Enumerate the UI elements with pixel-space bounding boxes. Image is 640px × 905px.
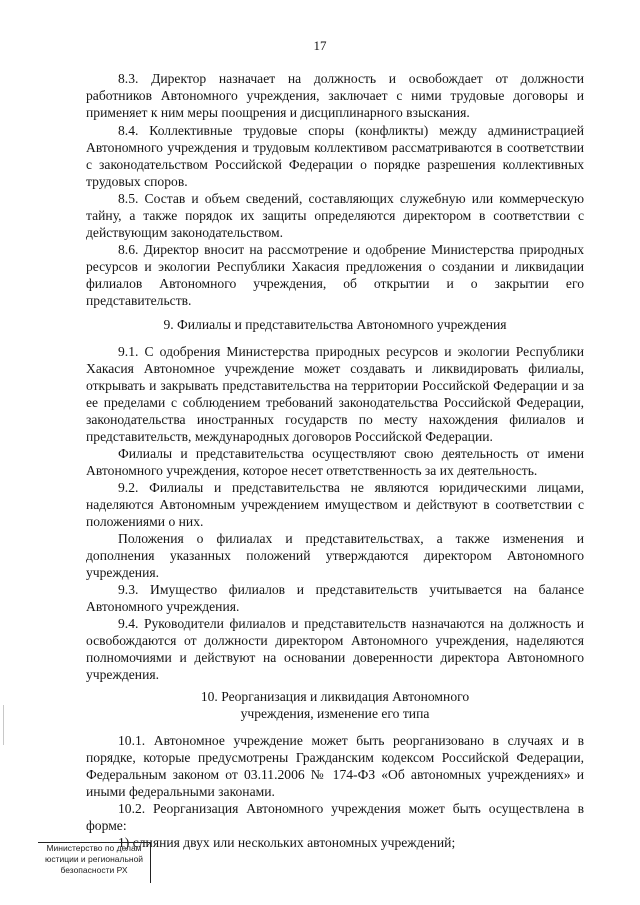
margin-scan-mark: [3, 705, 4, 745]
stamp-line: безопасности РХ: [60, 865, 128, 875]
text-line: полномочиями и действуют на основании доверенности директора Автономного: [86, 650, 584, 665]
text-line: учреждения.: [86, 667, 160, 682]
text-line: учреждения, изменение его типа: [240, 706, 430, 721]
text-line: 9.2. Филиалы и представительства не являются юридическими лицами,: [118, 480, 584, 495]
text-line: с законодательством Российской Федерации о порядке разрешения коллективных: [86, 157, 584, 172]
text-line: работников Автономного учреждения, заключает с ними трудовые договоры и: [86, 88, 584, 103]
text-line: форме:: [86, 818, 127, 833]
text-line: порядке, которые предусмотрены Гражданским кодексом Российской Федерации,: [86, 750, 584, 765]
text-line: 9.4. Руководители филиалов и представительств назначаются на должность и: [118, 616, 584, 631]
text-line: 10.1. Автономное учреждение может быть реорганизовано в случаях и в: [118, 733, 584, 748]
text-line: 10. Реорганизация и ликвидация Автономного: [200, 689, 470, 704]
text-line: применяет к ним меры поощрения и дисциплинарного взыскания.: [86, 105, 470, 120]
text-line: представительств, международных договоров Российской Федерации.: [86, 429, 493, 444]
text-line: филиалов Автономного учреждения, об открытии и о закрытии его: [86, 276, 584, 291]
text-line: 1) слияния двух или нескольких автономных учреждений;: [118, 835, 456, 850]
text-line: 9.3. Имущество филиалов и представительств учитывается на балансе: [118, 582, 584, 597]
text-line: учреждения.: [86, 565, 160, 580]
text-line: ресурсов и экологии Республики Хакасия предложения о создании и ликвидации: [86, 259, 584, 274]
text-line: 9. Филиалы и представительства Автономного учреждения: [163, 317, 507, 332]
text-line: 9.1. С одобрения Министерства природных ресурсов и экологии Республики: [118, 344, 584, 359]
text-line: освобождаются от должности директором Автономного учреждения, наделяются: [86, 633, 584, 648]
text-line: 8.4. Коллективные трудовые споры (конфликты) между администрацией: [118, 123, 584, 138]
text-line: открывать и закрывать представительства на территории Российской Федерации и за: [86, 378, 584, 393]
text-line: представительств.: [86, 293, 192, 308]
text-line: дополнения указанных положений утверждаются директором Автономного: [86, 548, 584, 563]
text-line: положениями о них.: [86, 514, 204, 529]
text-line: Автономного учреждения, которое несет ответственность за их деятельность.: [86, 463, 538, 478]
text-line: Автономного учреждения и трудовым коллективом рассматриваются в соответствии: [86, 140, 584, 155]
text-line: Положения о филиалах и представительствах, а также изменения и: [118, 531, 584, 546]
text-line: действующим законодательством.: [86, 225, 284, 240]
text-line: наделяются Автономным учреждением имуществом и действуют в соответствии с: [86, 497, 584, 512]
text-line: Филиалы и представительства осуществляют свою деятельность от имени: [118, 446, 584, 461]
stamp-line: Министерство по делам: [46, 843, 142, 853]
text-line: законодательства иностранных государств по месту нахождения филиалов и: [86, 412, 584, 427]
text-line: 8.5. Состав и объем сведений, составляющих служебную или коммерческую: [118, 191, 584, 206]
text-line: тайну, а также порядок их защиты определяются директором в соответствии с: [86, 208, 584, 223]
text-line: трудовых споров.: [86, 174, 188, 189]
text-line: иными федеральными законами.: [86, 784, 275, 799]
text-line: 10.2. Реорганизация Автономного учреждения может быть осуществлена в: [118, 801, 584, 816]
text-line: Автономного учреждения.: [86, 599, 240, 614]
text-line: 8.3. Директор назначает на должность и освобождает от должности: [118, 71, 584, 86]
text-line: 8.6. Директор вносит на рассмотрение и одобрение Министерства природных: [118, 242, 584, 257]
text-line: ее пределами с соблюдением требований законодательства Российской Федерации,: [86, 395, 584, 410]
page-number: 17: [313, 38, 327, 53]
stamp-line: юстиции и региональной: [44, 854, 144, 864]
registration-stamp: [38, 842, 151, 883]
text-line: Федеральным законом от 03.11.2006 № 174-ФЗ «Об автономных учреждениях» и: [86, 767, 584, 782]
text-line: Хакасия Автономное учреждение может создавать и ликвидировать филиалы,: [86, 361, 584, 376]
